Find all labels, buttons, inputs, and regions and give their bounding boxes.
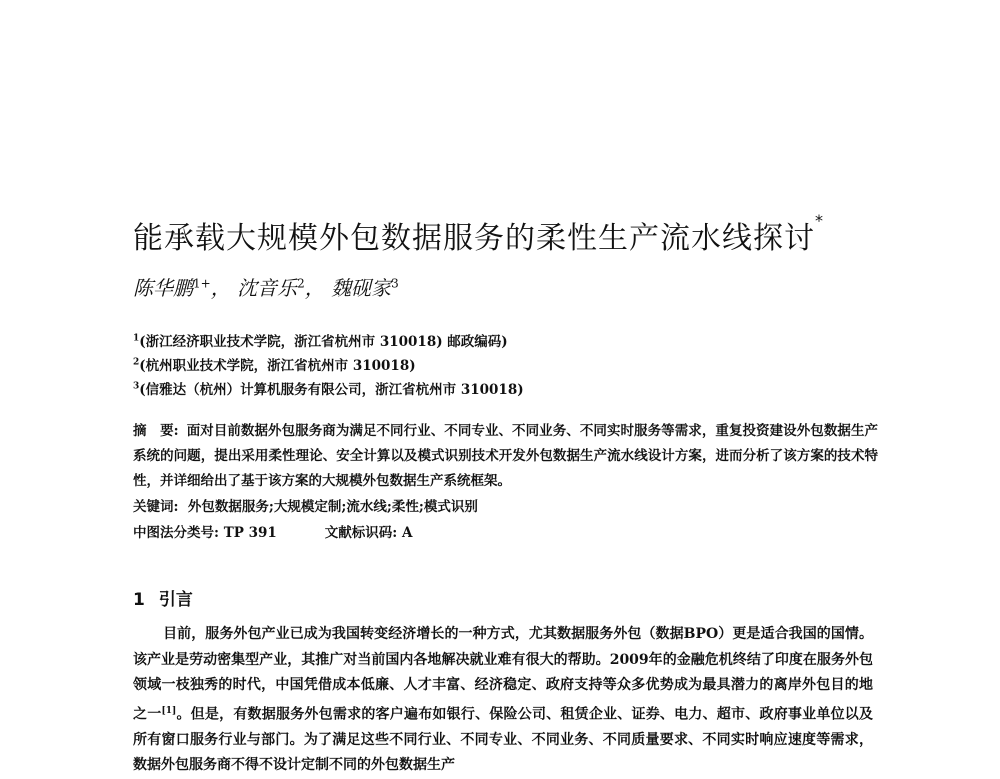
author-list: [133, 272, 399, 301]
abstract-text: 面对目前数据外包服务商为满足不同行业、不同专业、不同业务、不同实时服务等需求，重复投资建设外包数据生产系统的问题，提出采用柔性理论、安全计算以及模式识别技术开发外包数据生产流水线设计方案，进而分析了该方案的技术特性，并详细给出了基于该方案的大规模外包数据生产系统框架。: [133, 423, 879, 489]
section-title: 引言: [158, 590, 193, 610]
title-text: 能承载大规模外包数据服务的柔性生产流水线探讨: [133, 221, 815, 256]
keywords-text: 外包数据服务;大规模定制;流水线;柔性;模式识别: [187, 499, 478, 515]
section-heading: [133, 585, 193, 610]
author-name: 魏砚家: [331, 276, 392, 300]
affiliation-text: (信雅达（杭州）计算机服务有限公司，浙江省杭州市 310018): [139, 382, 524, 398]
author-separator: ，: [210, 276, 231, 300]
citation-mark: [1]: [161, 705, 177, 716]
author-name: 陈华鹏: [133, 276, 193, 300]
author-name: 沈音乐: [237, 276, 298, 300]
clc-label: 中图法分类号:: [133, 525, 219, 541]
author-affil-mark: 2: [297, 276, 305, 291]
section-number: 1: [133, 590, 145, 610]
affiliation-3: [133, 378, 524, 398]
affiliation-text: (浙江经济职业技术学院，浙江省杭州市 310018) 邮政编码): [139, 334, 508, 350]
classification-line: [133, 521, 412, 541]
body-paragraph: [133, 622, 873, 779]
doc-code-label: 文献标识码:: [324, 525, 398, 541]
clc-value: TP 391: [223, 525, 277, 541]
affiliation-mark: 3: [133, 381, 140, 392]
doc-code-value: A: [401, 525, 413, 541]
body-text-part-1: 目前，服务外包产业已成为我国转变经济增长的一种方式，尤其数据服务外包（数据BPO）更是适合我国的国情。该产业是劳动密集型产业，其推广对当前国内各地解决就业难有很大的帮助。2009年的金融危机终结了印度在服务外包领域一枝独秀的时代，中国凭借成本低廉、人才丰富、经济稳定、政府支持等众多优势成为最具潜力的离岸外包目的地之一: [133, 626, 873, 723]
paper-title: [133, 213, 824, 257]
body-text-part-2: 。但是，有数据服务外包需求的客户遍布如银行、保险公司、租赁企业、证券、电力、超市、政府事业单位以及所有窗口服务行业与部门。为了满足这些不同行业、不同专业、不同业务、不同质量要求、不同实时响应速度等需求，数据外包服务商不得不设计定制不同的外包数据生产: [133, 706, 874, 774]
affiliation-mark: 2: [133, 357, 140, 368]
affiliation-2: [133, 354, 416, 374]
keywords: [133, 495, 478, 515]
affiliation-1: [133, 330, 508, 350]
keywords-label: 关键词:: [133, 499, 179, 515]
affiliation-text: (杭州职业技术学院，浙江省杭州市 310018): [139, 358, 416, 374]
title-footnote-mark: *: [815, 211, 824, 230]
author-separator: ，: [304, 276, 325, 300]
affiliation-mark: 1: [133, 333, 140, 344]
author-affil-mark: 3: [391, 276, 399, 291]
abstract-label: 摘 要:: [133, 423, 179, 439]
author-affil-mark: 1+: [193, 276, 211, 291]
abstract: [133, 419, 878, 494]
